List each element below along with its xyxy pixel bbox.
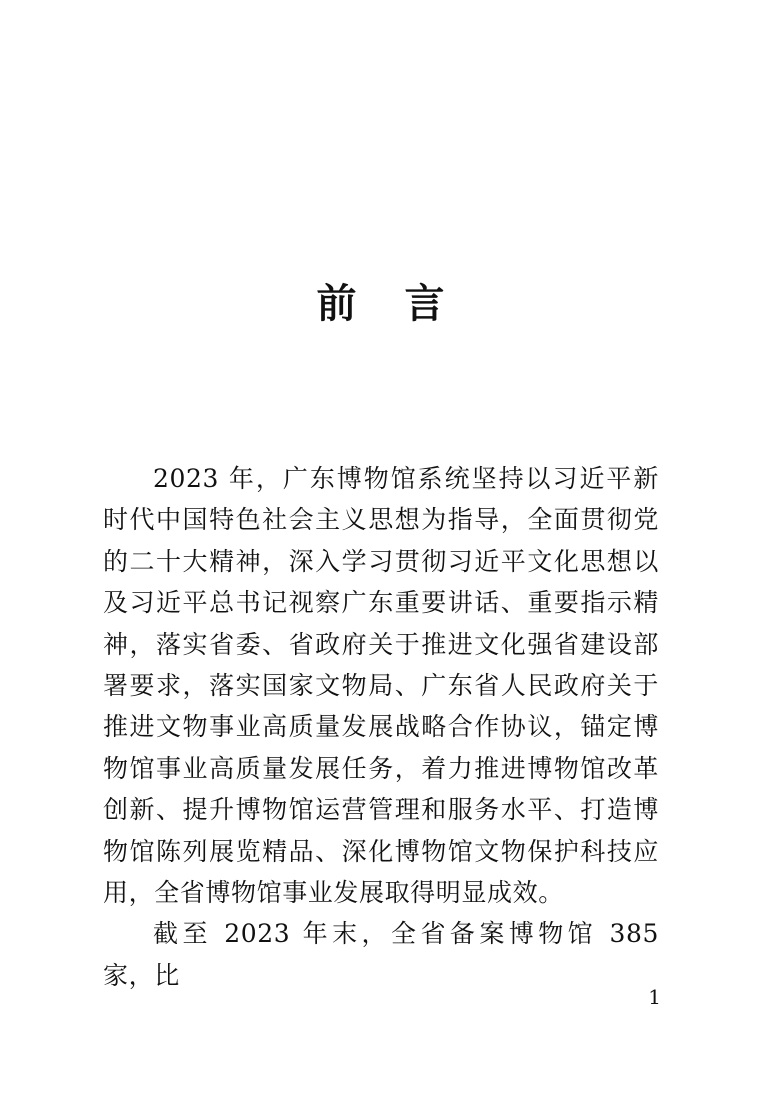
body-text xyxy=(103,458,659,996)
page-number: 1 xyxy=(648,985,661,1009)
paragraph-statistics: 截至 2023 年末，全省备案博物馆 385 家，比 xyxy=(103,919,659,990)
paragraph-intro: 2023 年，广东博物馆系统坚持以习近平新时代中国特色社会主义思想为指导，全面贯彻党的二十大精神，深入学习贯彻习近平文化思想以及习近平总书记视察广东重要讲话、重要指示精神，落实省委、省政府关于推进文化强省建设部署要求，落实国家文物局、广东省人民政府关于推进文物事业高质量发展战略合作协议，锚定博物馆事业高质量发展任务，着力推进博物馆改革创新、提升博物馆运营管理和服务水平、打造博物馆陈列展览精品、深化博物馆文物保护科技应用，全省博物馆事业发展取得明显成效。 xyxy=(103,464,659,908)
page-title: 前言 xyxy=(316,280,493,327)
